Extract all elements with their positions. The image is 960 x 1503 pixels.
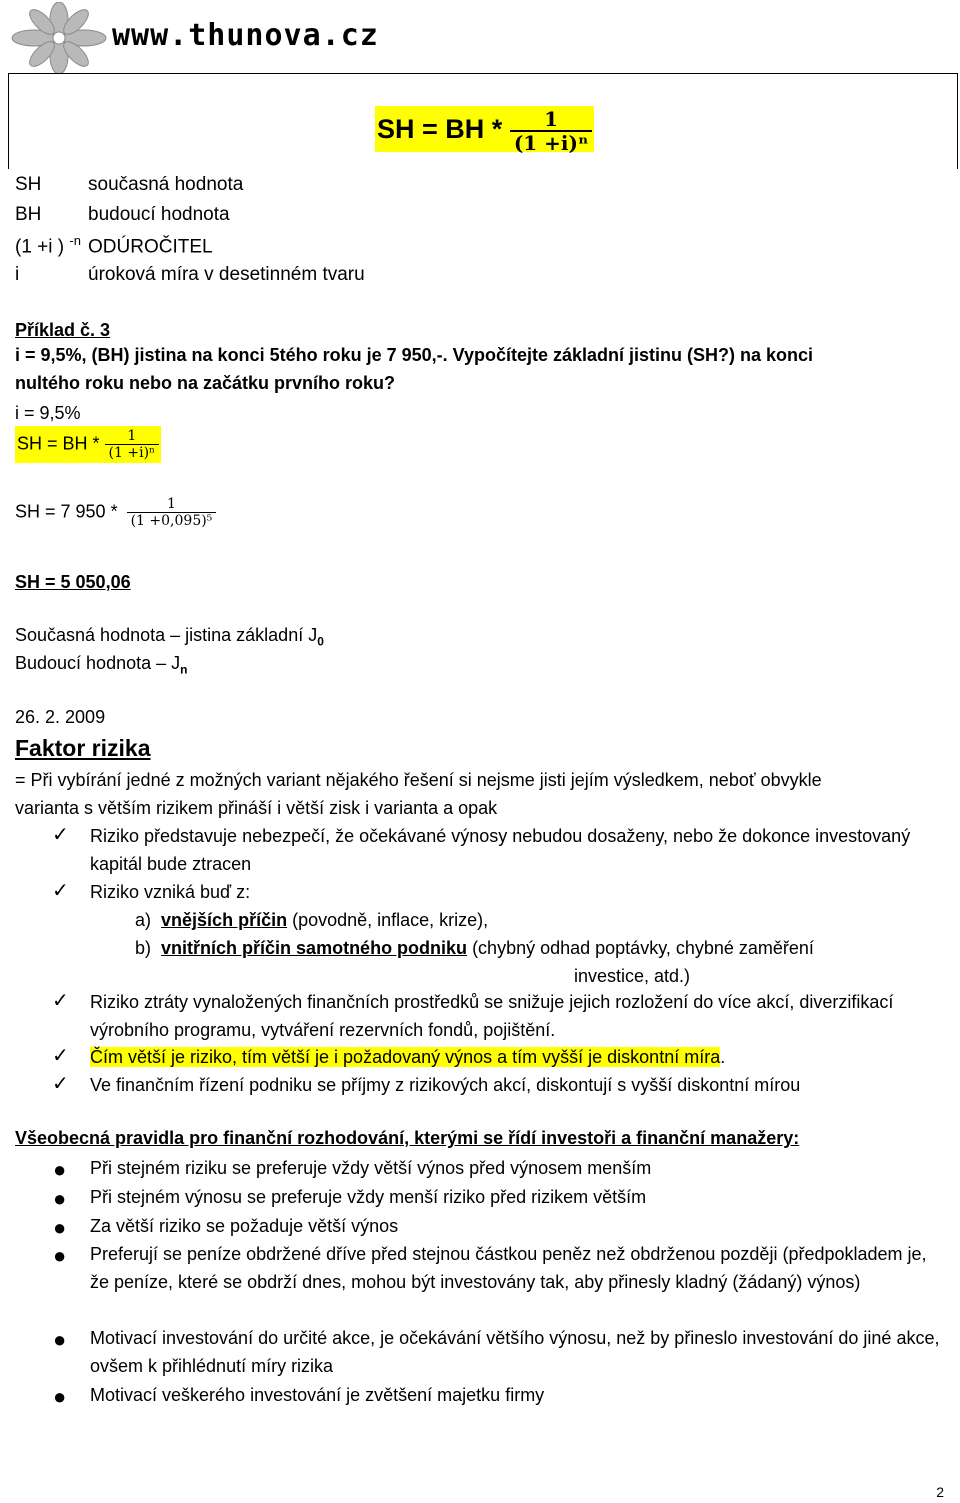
check-icon: ✓	[52, 990, 69, 1012]
bullet-icon: ●	[53, 1186, 67, 1211]
check-icon: ✓	[52, 1045, 69, 1067]
legend-item: i úroková míra v desetinném tvaru	[15, 264, 365, 285]
bullet-icon: ●	[53, 1243, 67, 1268]
check-icon: ✓	[52, 1073, 69, 1095]
sub-item-external: a) vnějších příčin (povodně, inflace, krize),	[135, 910, 489, 930]
list-item: Ve finančním řízení podniku se příjmy z rizikových akcí, diskontují s vyšší diskontní mírou	[90, 1075, 801, 1095]
present-value-formula: SH = BH * $\frac{1}{\text{(1 +i)ⁿ}}$	[375, 106, 594, 152]
note-future-value: Budoucí hodnota – $J_n$	[15, 653, 188, 677]
check-icon: ✓	[52, 880, 69, 902]
page-number: 2	[936, 1484, 944, 1500]
calculation: SH = 7 950 * $\frac{1}{\text{(1 +0,095)⁵}}$	[15, 496, 216, 529]
note-present-value: Současná hodnota – jistina základní $J_0$	[15, 625, 324, 649]
section-heading-rules: Všeobecná pravidla pro finanční rozhodování, kterými se řídí investoři a finanční manažery:	[15, 1128, 800, 1148]
bullet-icon: ●	[53, 1327, 67, 1352]
check-icon: ✓	[52, 824, 69, 846]
list-item: Při stejném výnosu se preferuje vždy menší riziko před rizikem větším	[90, 1187, 647, 1207]
legend-item: (1 +i ) $^{-n}$ ODÚROČITEL	[15, 233, 213, 258]
site-url[interactable]: www.thunova.cz	[112, 18, 379, 53]
given-rate: i = 9,5%	[15, 403, 81, 423]
example-task: nultého roku nebo na začátku prvního roku?	[15, 373, 396, 393]
formula-fraction: $\frac{1}{\text{(1 +i)ⁿ}}$	[510, 108, 593, 154]
result: SH = 5 050,06	[15, 572, 131, 592]
example-title: Příklad č. 3	[15, 320, 111, 340]
list-item: Riziko vzniká buď z:	[90, 882, 251, 902]
example-task: i = 9,5%, (BH) jistina na konci 5tého roku je 7 950,-. Vypočítejte základní jistinu (SH?) na konci	[15, 345, 814, 365]
list-item: Motivací veškerého investování je zvětšení majetku firmy	[90, 1385, 545, 1405]
bullet-icon: ●	[53, 1157, 67, 1182]
list-item: Při stejném riziku se preferuje vždy větší výnos před výnosem menším	[90, 1158, 652, 1178]
flower-logo-icon	[4, 2, 114, 74]
example-formula: SH = BH * $\frac{1}{\text{(1 +i)ⁿ}}$	[15, 426, 161, 463]
list-item: Preferují se peníze obdržené dříve před stejnou částkou peněz než obdrženou později (předpokladem je, že peníze, které se obdrží dnes, mohou být investovány tak, aby přinesly kladný (žádaný) výnos)	[90, 1244, 927, 1292]
sub-item-internal: b) vnitřních příčin samotného podniku (chybný odhad poptávky, chybné zaměření	[135, 938, 814, 958]
risk-intro: = Při vybírání jedné z možných variant nějakého řešení si nejsme jisti jejím výsledkem, neboť obvykle	[15, 770, 822, 790]
risk-intro: varianta s větším rizikem přináší i větší zisk i varianta a opak	[15, 798, 498, 818]
bullet-icon: ●	[53, 1384, 67, 1409]
list-item: Motivací investování do určité akce, je očekávání většího výnosu, než by přineslo investování do jiné akce, ovšem k přihlédnutí míry rizika	[90, 1328, 940, 1376]
list-item: Čím větší je riziko, tím větší je i požadovaný výnos a tím vyšší je diskontní míra.	[90, 1047, 726, 1067]
date: 26. 2. 2009	[15, 707, 106, 727]
list-item: Riziko ztráty vynaložených finančních prostředků se snižuje jejich rozložení do více akcí, diverzifikací výrobního programu, vytváření rezervních fondů, pojištění.	[90, 992, 894, 1040]
legend-item: BH budoucí hodnota	[15, 204, 230, 225]
legend-item: SH současná hodnota	[15, 174, 244, 195]
list-item: Za větší riziko se požaduje větší výnos	[90, 1216, 399, 1236]
list-item: Riziko představuje nebezpečí, že očekávané výnosy nebudou dosaženy, nebo že dokonce investovaný kapitál bude ztracen	[90, 826, 911, 874]
section-heading-risk: Faktor rizika	[15, 735, 151, 761]
sub-item-internal-cont: investice, atd.)	[574, 966, 691, 986]
bullet-icon: ●	[53, 1215, 67, 1240]
